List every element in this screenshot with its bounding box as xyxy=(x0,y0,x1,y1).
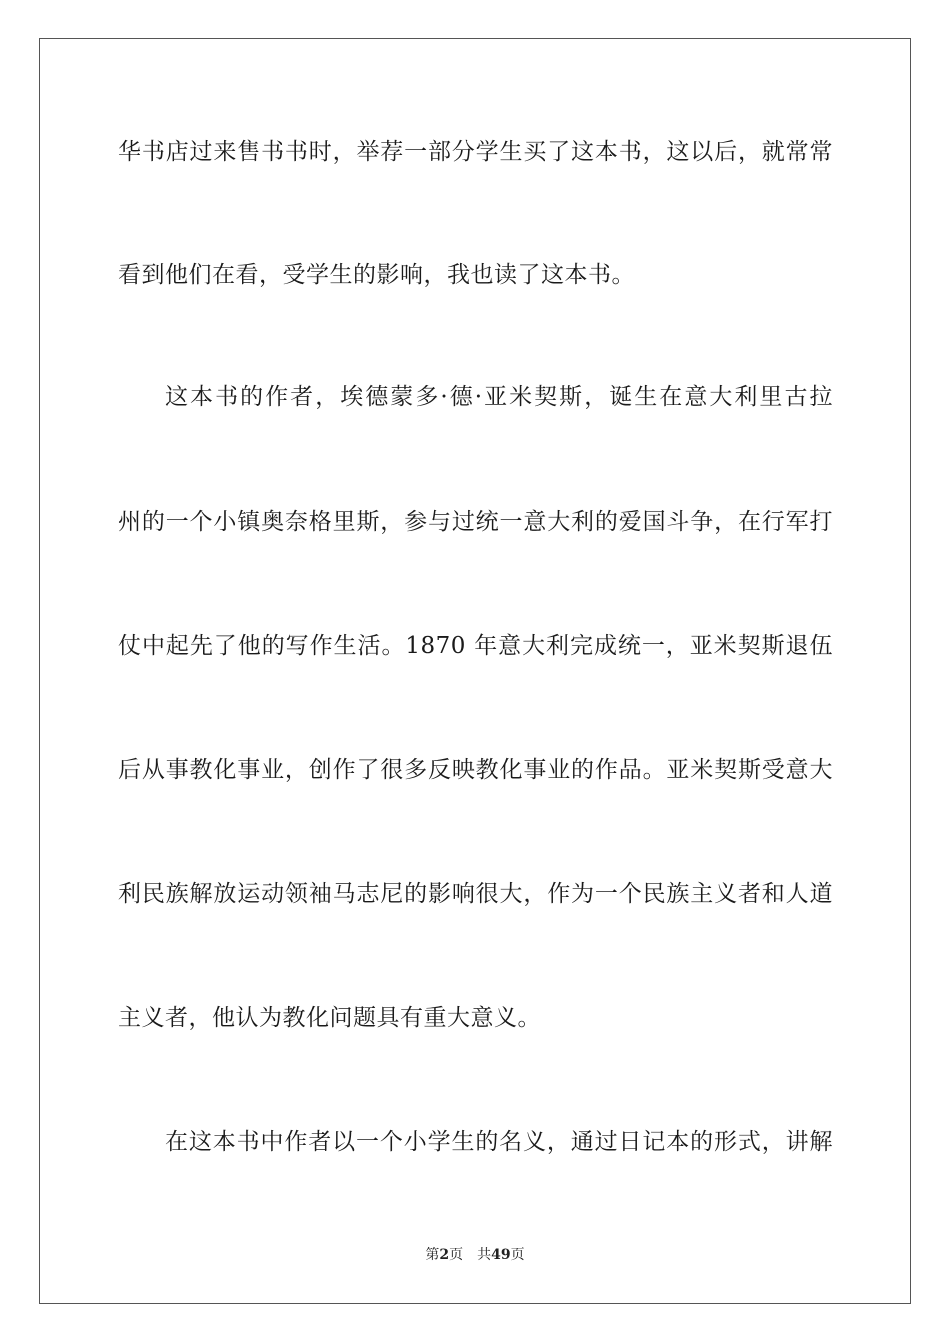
body-text-line: 州的一个小镇奥奈格里斯，参与过统一意大利的爱国斗争，在行军打 xyxy=(118,509,833,535)
page-border xyxy=(39,38,911,1304)
body-text-line: 利民族解放运动领袖马志尼的影响很大，作为一个民族主义者和人道 xyxy=(118,881,833,907)
body-text-line: 看到他们在看，受学生的影响，我也读了这本书。 xyxy=(118,262,635,288)
page-number: 2 xyxy=(439,1247,450,1263)
total-prefix: 共 xyxy=(477,1247,492,1263)
total-suffix: 页 xyxy=(510,1247,525,1263)
body-text-line: 后从事教化事业，创作了很多反映教化事业的作品。亚米契斯受意大 xyxy=(118,757,833,783)
page-footer xyxy=(0,1246,950,1264)
body-text-line: 主义者，他认为教化问题具有重大意义。 xyxy=(118,1005,541,1031)
body-text-line: 华书店过来售书书时，举荐一部分学生买了这本书，这以后，就常常 xyxy=(118,139,833,165)
total-pages: 49 xyxy=(491,1247,511,1263)
paragraph-start-line: 这本书的作者，埃德蒙多·德·亚米契斯，诞生在意大利里古拉 xyxy=(165,384,833,410)
paragraph-start-line: 在这本书中作者以一个小学生的名义，通过日记本的形式，讲解 xyxy=(165,1129,833,1155)
body-text-line: 仗中起先了他的写作生活。1870 年意大利完成统一，亚米契斯退伍 xyxy=(118,633,833,659)
page-prefix: 第 xyxy=(425,1247,440,1263)
page-suffix: 页 xyxy=(449,1247,464,1263)
